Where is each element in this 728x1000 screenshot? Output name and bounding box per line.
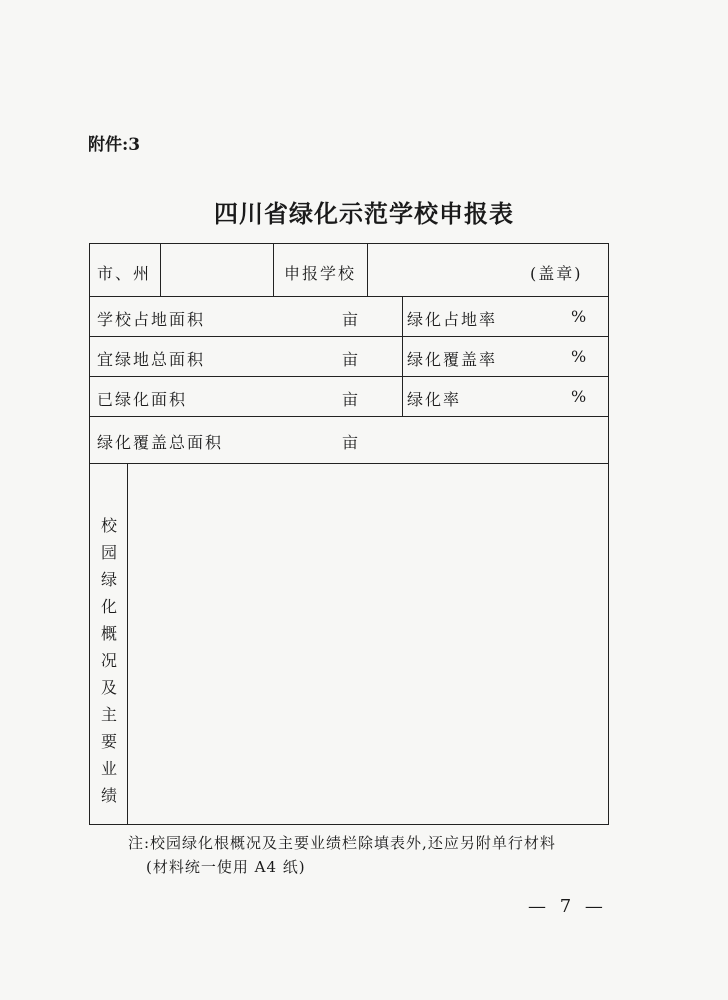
greened-area-label: 已绿化面积 xyxy=(97,390,188,409)
greened-area-unit: 亩 xyxy=(342,390,361,409)
city-label: 市、州 xyxy=(97,264,152,283)
stamp-label: (盖章) xyxy=(530,264,583,283)
suitable-area-label: 宜绿地总面积 xyxy=(97,350,206,369)
footnote-line-1: 注:校园绿化根概况及主要业绩栏除填表外,还应另附单行材料 xyxy=(128,834,556,852)
suitable-area-unit: 亩 xyxy=(342,350,361,369)
footnote-line-2: (材料统一使用 A4 纸) xyxy=(146,858,306,876)
green-land-rate-unit: % xyxy=(571,307,589,326)
column-divider xyxy=(160,244,161,296)
school-label: 申报学校 xyxy=(284,264,357,283)
row-divider xyxy=(90,463,608,464)
form-title: 四川省绿化示范学校申报表 xyxy=(214,199,514,228)
column-divider xyxy=(402,296,403,416)
total-coverage-area-unit: 亩 xyxy=(342,433,361,452)
coverage-rate-label: 绿化覆盖率 xyxy=(407,350,498,369)
overview-label: 校园绿化概况及主要业绩 xyxy=(100,516,117,805)
attachment-label: 附件:3 xyxy=(88,135,141,155)
overview-field[interactable] xyxy=(130,466,604,820)
school-area-unit: 亩 xyxy=(342,310,361,329)
total-coverage-area-label: 绿化覆盖总面积 xyxy=(97,433,224,452)
column-divider xyxy=(367,244,368,296)
coverage-rate-unit: % xyxy=(571,347,589,366)
application-form-table xyxy=(89,243,609,825)
greening-rate-label: 绿化率 xyxy=(407,390,462,409)
row-divider xyxy=(90,296,608,297)
greening-rate-unit: % xyxy=(571,387,589,406)
row-divider xyxy=(90,376,608,377)
school-field[interactable] xyxy=(370,246,520,294)
city-field[interactable] xyxy=(162,246,270,294)
page-number: — 7 — xyxy=(528,896,607,917)
school-area-label: 学校占地面积 xyxy=(97,310,206,329)
row-divider xyxy=(90,336,608,337)
green-land-rate-label: 绿化占地率 xyxy=(407,310,498,329)
column-divider xyxy=(127,463,128,824)
row-divider xyxy=(90,416,608,417)
column-divider xyxy=(273,244,274,296)
